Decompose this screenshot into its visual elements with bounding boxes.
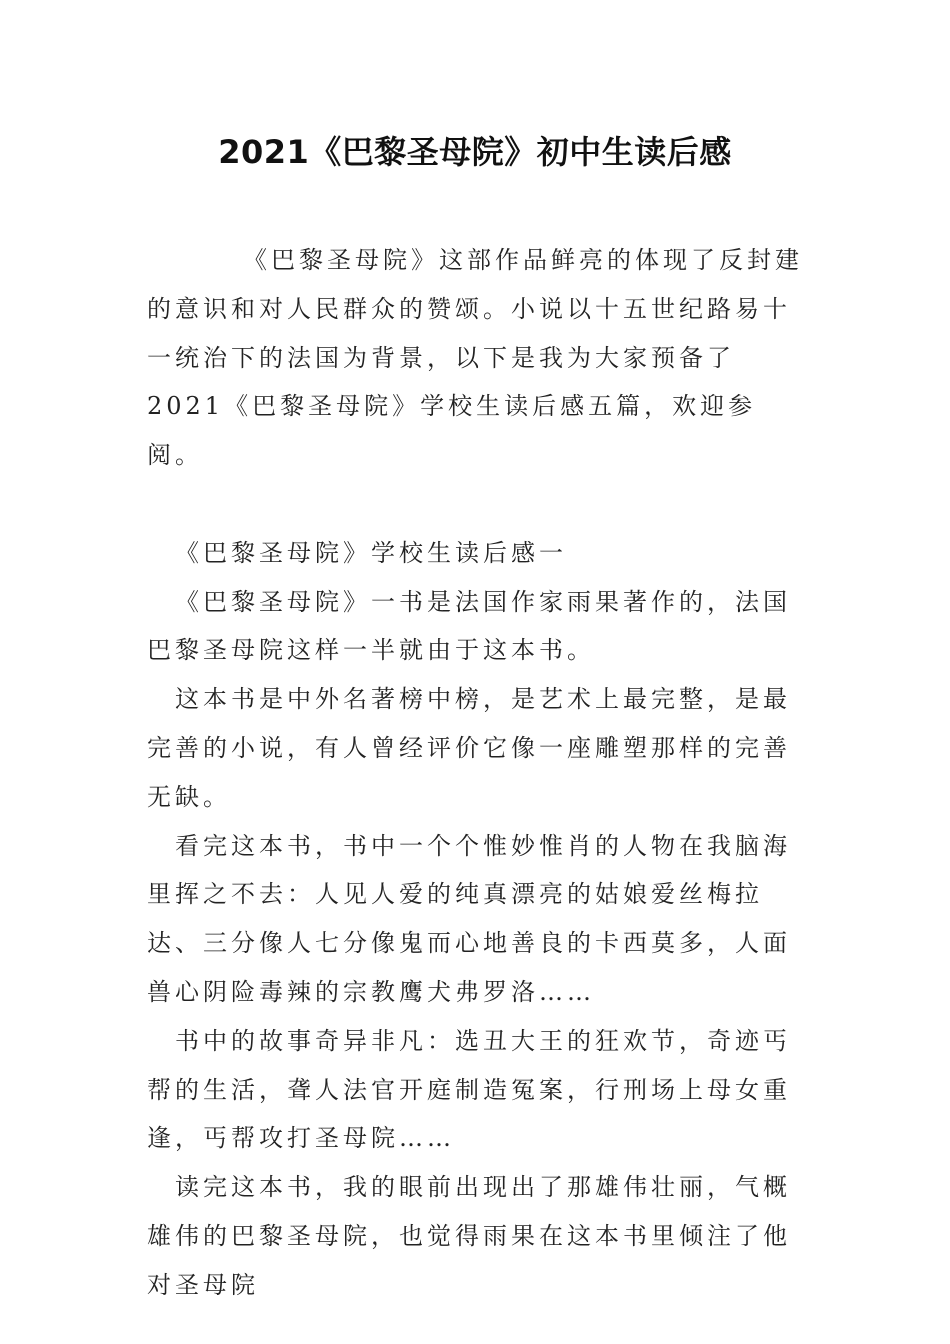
- document-title: 2021《巴黎圣母院》初中生读后感: [218, 133, 732, 171]
- document-body: [147, 236, 807, 1310]
- body-paragraph-5: 读完这本书，我的眼前出现出了那雄伟壮丽，气概雄伟的巴黎圣母院，也觉得雨果在这本书里倾注了他对圣母院: [147, 1173, 791, 1299]
- body-paragraph-3: 看完这本书，书中一个个惟妙惟肖的人物在我脑海里挥之不去：人见人爱的纯真漂亮的姑娘爱丝梅拉达、三分像人七分像鬼而心地善良的卡西莫多，人面兽心阴险毒辣的宗教鹰犬弗罗洛……: [147, 831, 791, 1006]
- paragraph-spacer: [147, 480, 807, 529]
- body-paragraph-1: 《巴黎圣母院》一书是法国作家雨果著作的，法国巴黎圣母院这样一半就由于这本书。: [147, 587, 791, 665]
- intro-paragraph: 《巴黎圣母院》这部作品鲜亮的体现了反封建的意识和对人民群众的赞颂。小说以十五世纪路易十一统治下的法国为背景，以下是我为大家预备了2021《巴黎圣母院》学校生读后感五篇，欢迎参阅。: [147, 246, 803, 470]
- section-heading: 《巴黎圣母院》学校生读后感一: [175, 538, 567, 567]
- body-paragraph-4: 书中的故事奇异非凡：选丑大王的狂欢节，奇迹丐帮的生活，聋人法官开庭制造冤案，行刑场上母女重逢，丐帮攻打圣母院……: [147, 1026, 791, 1153]
- body-paragraph-2: 这本书是中外名著榜中榜，是艺术上最完整，是最完善的小说，有人曾经评价它像一座雕塑那样的完善无缺。: [147, 685, 791, 811]
